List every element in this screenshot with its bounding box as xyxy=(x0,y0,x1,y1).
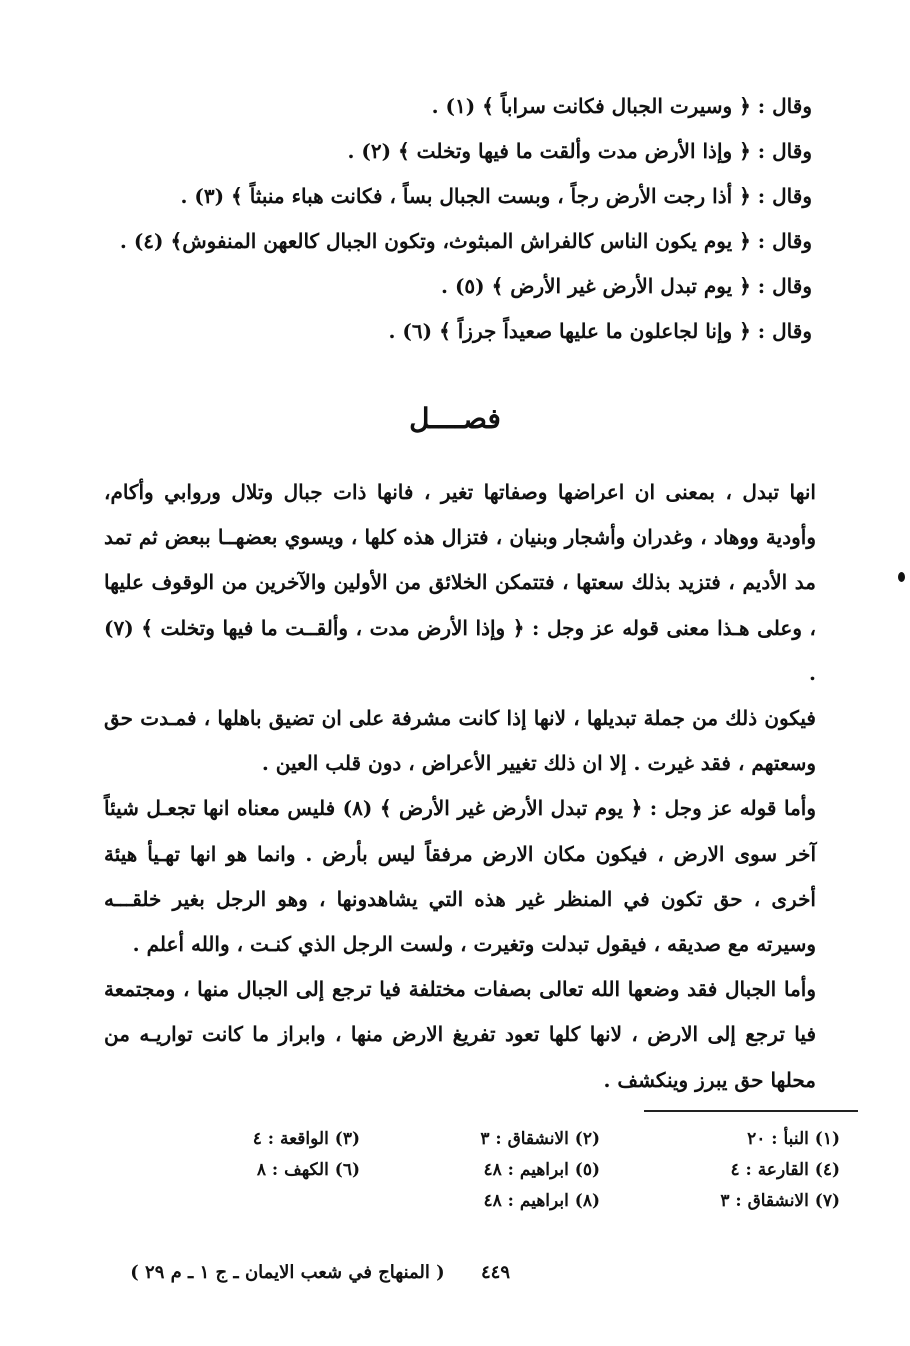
page-footer xyxy=(110,1262,510,1283)
section-heading: فصــــل xyxy=(409,402,501,435)
footnotes xyxy=(140,1126,840,1215)
footnote: (٢) الانشقاق : ٣ xyxy=(480,1129,600,1149)
body-text xyxy=(104,470,816,1103)
scan-edge-mark xyxy=(898,572,905,582)
verse-line: وقال : ﴿ يوم تبدل الأرض غير الأرض ﴾ (٥) . xyxy=(441,274,812,298)
footnote: (١) النبأ : ٢٠ xyxy=(747,1129,840,1149)
paragraph: انها تبدل ، بمعنى ان اعراضها وصفاتها تغير ، فانها ذات جبال وتلال وروابي وأكام، وأودية ووهاد ، وغدران وأشجار وبنيان ، فتزال هذه كلها ، ويسوي بعضهــا ببعض ثم تمد مد الأديم ، فتزيد بذلك سعتها ، فتتمكن الخلائق من الأولين والآخرين من الوقوف عليها ، وعلى هـذا معنى قوله عز وجل : ﴿ وإذا الأرض مدت ، وألقــت ما فيها وتخلت ﴾ (٧) . xyxy=(104,480,816,685)
footnote: (٣) الواقعة : ٤ xyxy=(252,1129,360,1149)
verse-line: وقال : ﴿ أذا رجت الأرض رجاً ، وبست الجبال بساً ، فكانت هباء منبثاً ﴾ (٣) . xyxy=(180,184,812,208)
footnote: (٥) ابراهيم : ٤٨ xyxy=(483,1160,600,1180)
verse-list xyxy=(92,84,812,354)
paragraph: وأما الجبال فقد وضعها الله تعالى بصفات مختلفة فيا ترجع إلى الجبال منها ، ومجتمعة فيا ترجع إلى الارض ، لانها كلها تعود تفريغ الارض منها ، وابراز ما كانت تواريـه من محلها حق يبرز وينكشف . xyxy=(104,977,816,1092)
footnote: (٦) الكهف : ٨ xyxy=(256,1160,360,1180)
page-number: ٤٤٩ xyxy=(480,1262,510,1283)
footnote: (٤) القارعة : ٤ xyxy=(730,1160,840,1180)
footnote: (٧) الانشقاق : ٣ xyxy=(720,1191,840,1211)
footnote: (٨) ابراهيم : ٤٨ xyxy=(483,1191,600,1211)
running-title: ( المنهاج في شعب الايمان ـ ج ١ ـ م ٢٩ ) xyxy=(130,1262,445,1283)
paragraph: وأما قوله عز وجل : ﴿ يوم تبدل الأرض غير الأرض ﴾ (٨) فليس معناه انها تجعـل شيئاً آخر سوى الارض ، فيكون مكان الارض مرفقاً ليس بأرض . وانما هو انها تهـيأ هيئة أخرى ، حق تكون في المنظر غير هذه التي يشاهدونها ، وهو الرجل بغير خلقـــه وسيرته مع صديقه ، فيقول تبدلت وتغيرت ، ولست الرجل الذي كنـت ، والله أعلم . xyxy=(104,796,817,957)
footnote-divider xyxy=(644,1110,858,1112)
verse-line: وقال : ﴿ وإذا الأرض مدت وألقت ما فيها وتخلت ﴾ (٢) . xyxy=(347,139,812,163)
verse-line: وقال : ﴿ وسيرت الجبال فكانت سراباً ﴾ (١) . xyxy=(431,94,812,118)
paragraph: فيكون ذلك من جملة تبديلها ، لانها إذا كانت مشرفة على ان تضيق باهلها ، فمـدت حق وسعتهم ، فقد غيرت . إلا ان ذلك تغيير الأعراض ، دون قلب العين . xyxy=(104,706,816,776)
verse-line: وقال : ﴿ وإنا لجاعلون ما عليها صعيداً جرزاً ﴾ (٦) . xyxy=(388,319,812,343)
verse-line: وقال : ﴿ يوم يكون الناس كالفراش المبثوث، وتكون الجبال كالعهن المنفوش﴾ (٤) . xyxy=(119,229,812,253)
